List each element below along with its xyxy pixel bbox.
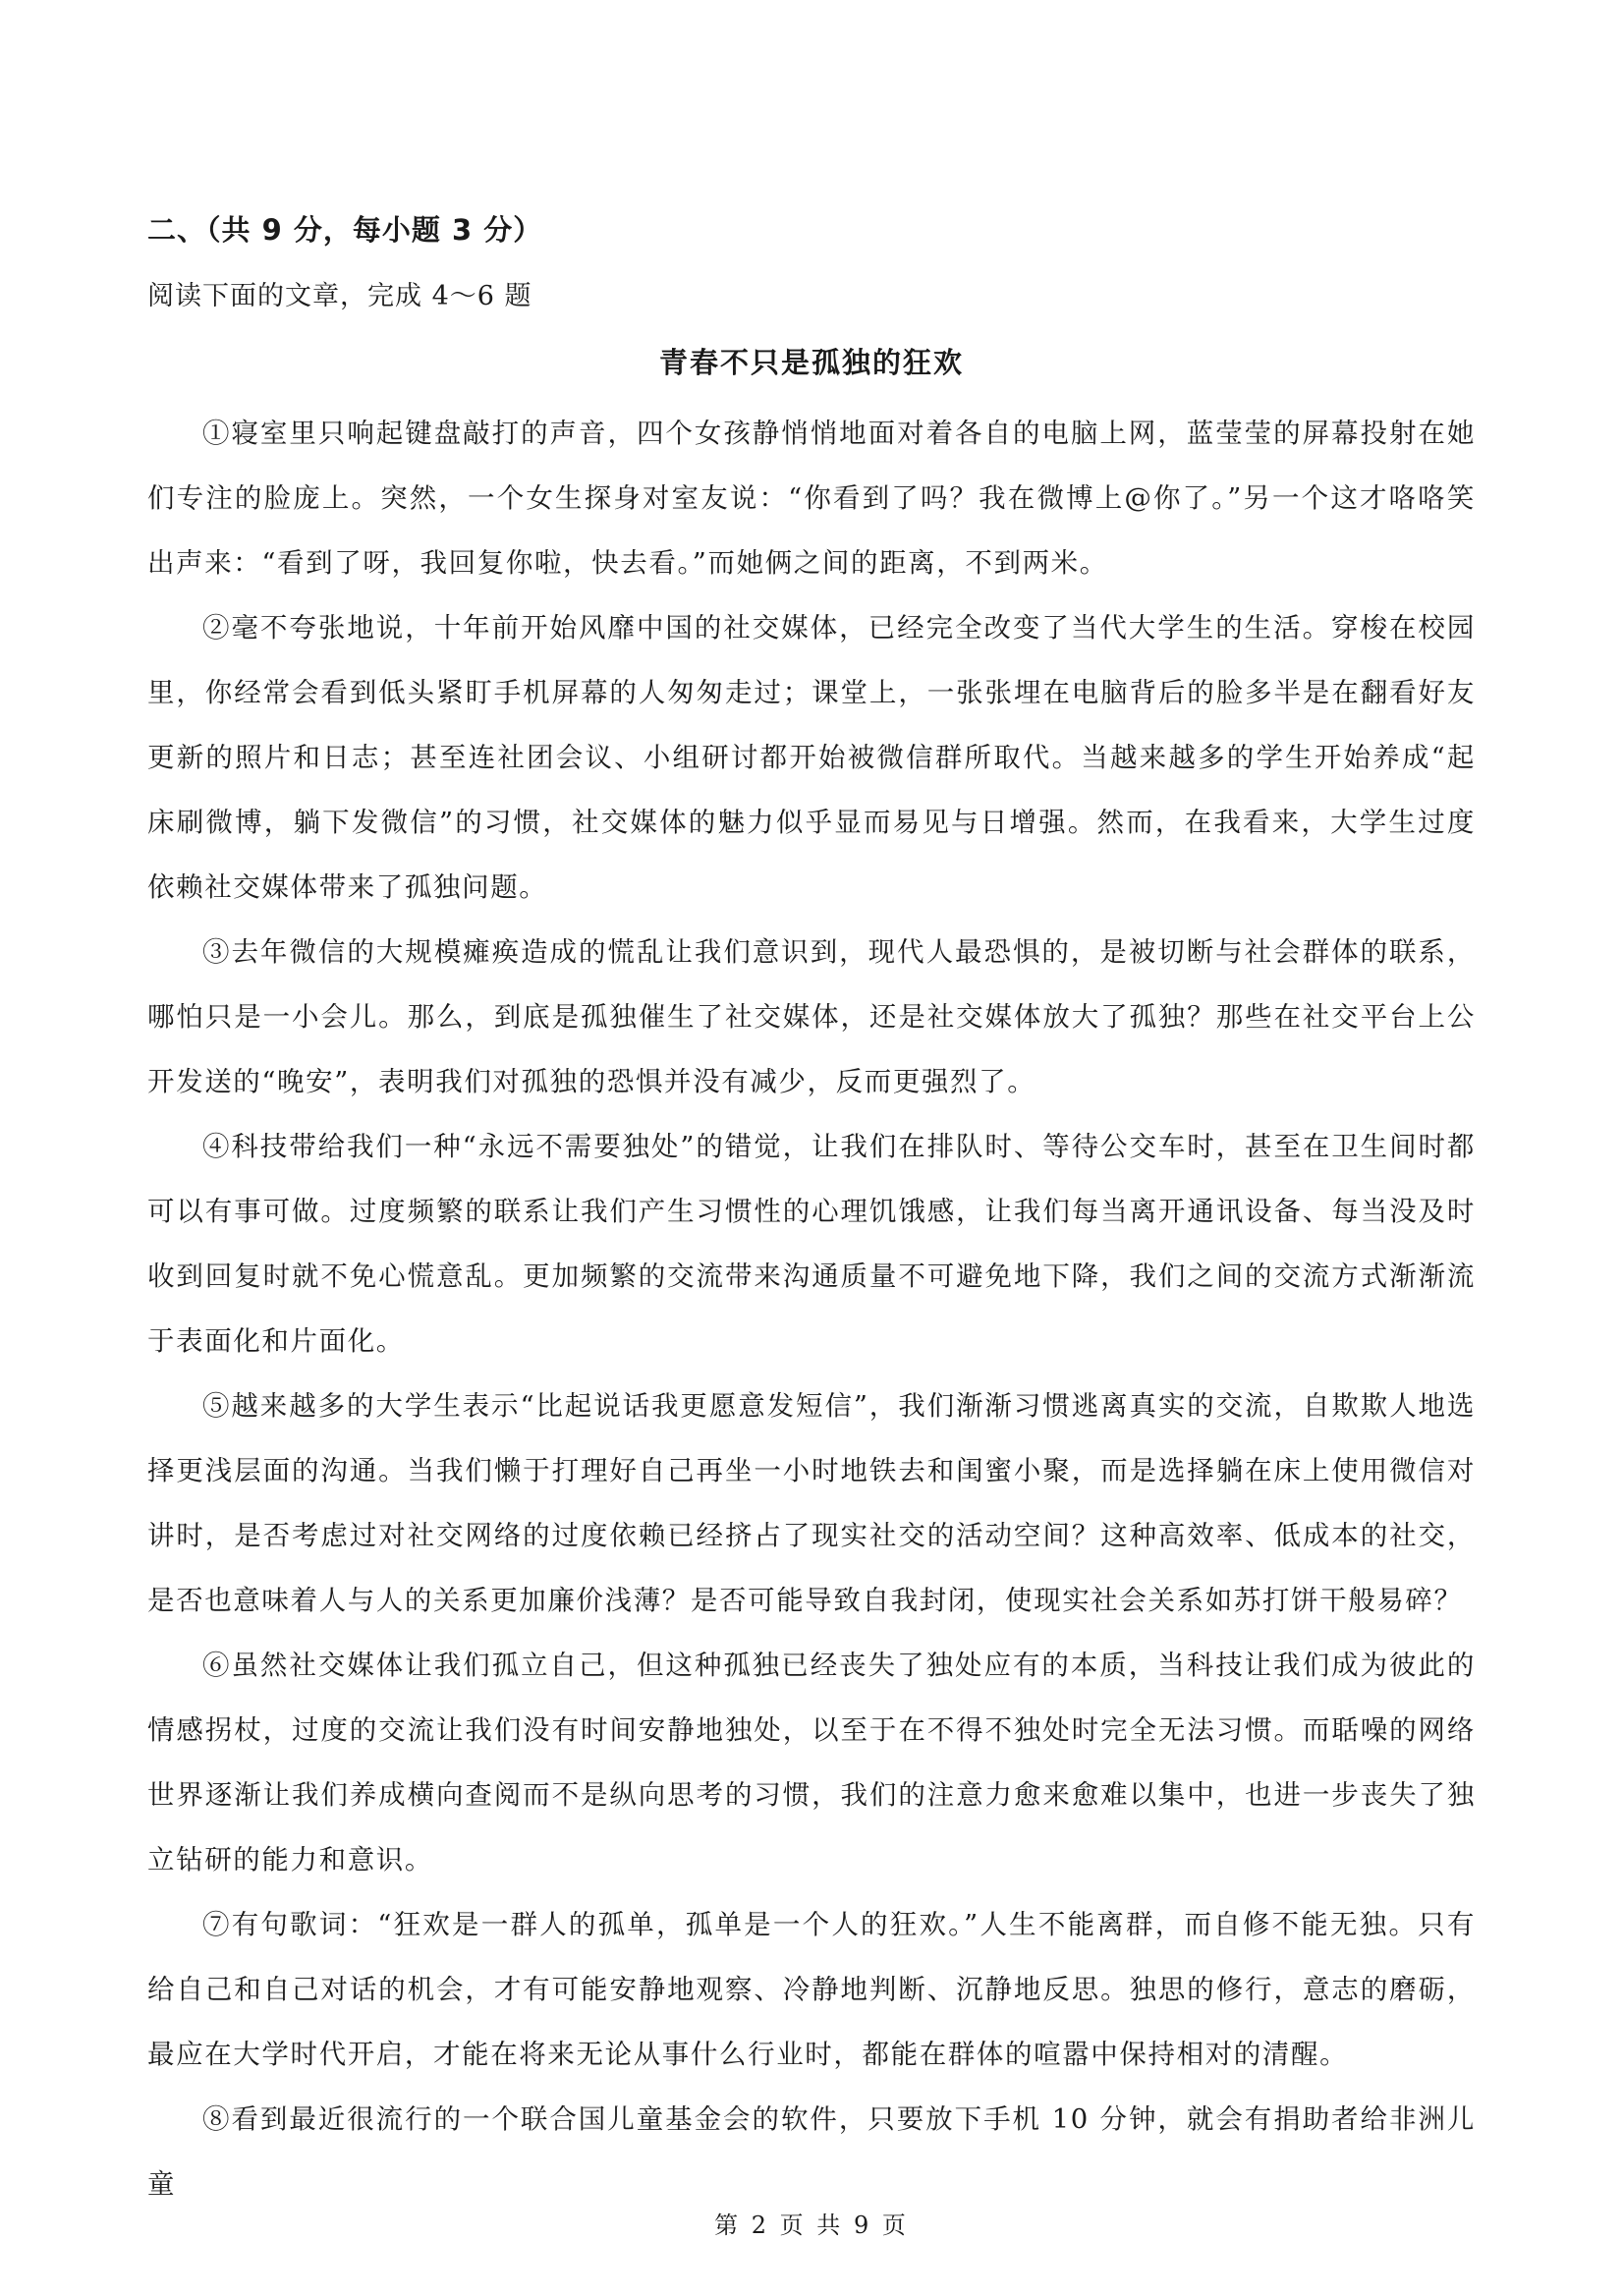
paragraph-5: ⑤越来越多的大学生表示“比起说话我更愿意发短信”，我们渐渐习惯逃离真实的交流，自欺欺人地选择更浅层面的沟通。当我们懒于打理好自己再坐一小时地铁去和闺蜜小聚，而是选择躺在床上使用微信对讲时，是否考虑过对社交网络的过度依赖已经挤占了现实社交的活动空间？这种高效率、低成本的社交，是否也意味着人与人的关系更加廉价浅薄？是否可能导致自我封闭，使现实社会关系如苏打饼干般易碎？ <box>147 1390 1476 1616</box>
paragraph-6: ⑥虽然社交媒体让我们孤立自己，但这种孤独已经丧失了独处应有的本质，当科技让我们成为彼此的情感拐杖，过度的交流让我们没有时间安静地独处，以至于在不得不独处时完全无法习惯。而聒噪的网络世界逐渐让我们养成横向查阅而不是纵向思考的习惯，我们的注意力愈来愈难以集中，也进一步丧失了独立钻研的能力和意识。 <box>147 1650 1476 1876</box>
section-header: 二、（共 9 分，每小题 3 分） <box>147 213 543 247</box>
paragraph-1: ①寝室里只响起键盘敲打的声音，四个女孩静悄悄地面对着各自的电脑上网，蓝莹莹的屏幕投射在她们专注的脸庞上。突然，一个女生探身对室友说：“你看到了吗？我在微博上@你了。”另一个这才咯咯笑出声来：“看到了呀，我回复你啦，快去看。”而她俩之间的距离，不到两米。 <box>147 418 1476 579</box>
paragraph-3: ③去年微信的大规模瘫痪造成的慌乱让我们意识到，现代人最恐惧的，是被切断与社会群体的联系，哪怕只是一小会儿。那么，到底是孤独催生了社交媒体，还是社交媒体放大了孤独？那些在社交平台上公开发送的“晚安”，表明我们对孤独的恐惧并没有减少，反而更强烈了。 <box>147 936 1476 1097</box>
article-title: 青春不只是孤独的狂欢 <box>658 346 964 379</box>
paragraph-8: ⑧看到最近很流行的一个联合国儿童基金会的软件，只要放下手机 10 分钟，就会有捐助者给非洲儿童 <box>147 2103 1476 2200</box>
paragraph-2: ②毫不夸张地说，十年前开始风靡中国的社交媒体，已经完全改变了当代大学生的生活。穿梭在校园里，你经常会看到低头紧盯手机屏幕的人匆匆走过；课堂上，一张张埋在电脑背后的脸多半是在翻看好友更新的照片和日志；甚至连社团会议、小组研讨都开始被微信群所取代。当越来越多的学生开始养成“起床刷微博，躺下发微信”的习惯，社交媒体的魅力似乎显而易见与日增强。然而，在我看来，大学生过度依赖社交媒体带来了孤独问题。 <box>147 612 1476 903</box>
paragraph-7: ⑦有句歌词：“狂欢是一群人的孤单，孤单是一个人的狂欢。”人生不能离群，而自修不能无独。只有给自己和自己对话的机会，才有可能安静地观察、冷静地判断、沉静地反思。独思的修行，意志的磨砺，最应在大学时代开启，才能在将来无论从事什么行业时，都能在群体的喧嚣中保持相对的清醒。 <box>147 1909 1476 2070</box>
page-number-footer: 第 2 页 共 9 页 <box>714 2212 909 2239</box>
paragraph-4: ④科技带给我们一种“永远不需要独处”的错觉，让我们在排队时、等待公交车时，甚至在卫生间时都可以有事可做。过度频繁的联系让我们产生习惯性的心理饥饿感，让我们每当离开通讯设备、每当没及时收到回复时就不免心慌意乱。更加频繁的交流带来沟通质量不可避免地下降，我们之间的交流方式渐渐流于表面化和片面化。 <box>147 1131 1476 1357</box>
reading-instruction: 阅读下面的文章，完成 4～6 题 <box>147 281 532 311</box>
article-body <box>147 401 1476 2216</box>
